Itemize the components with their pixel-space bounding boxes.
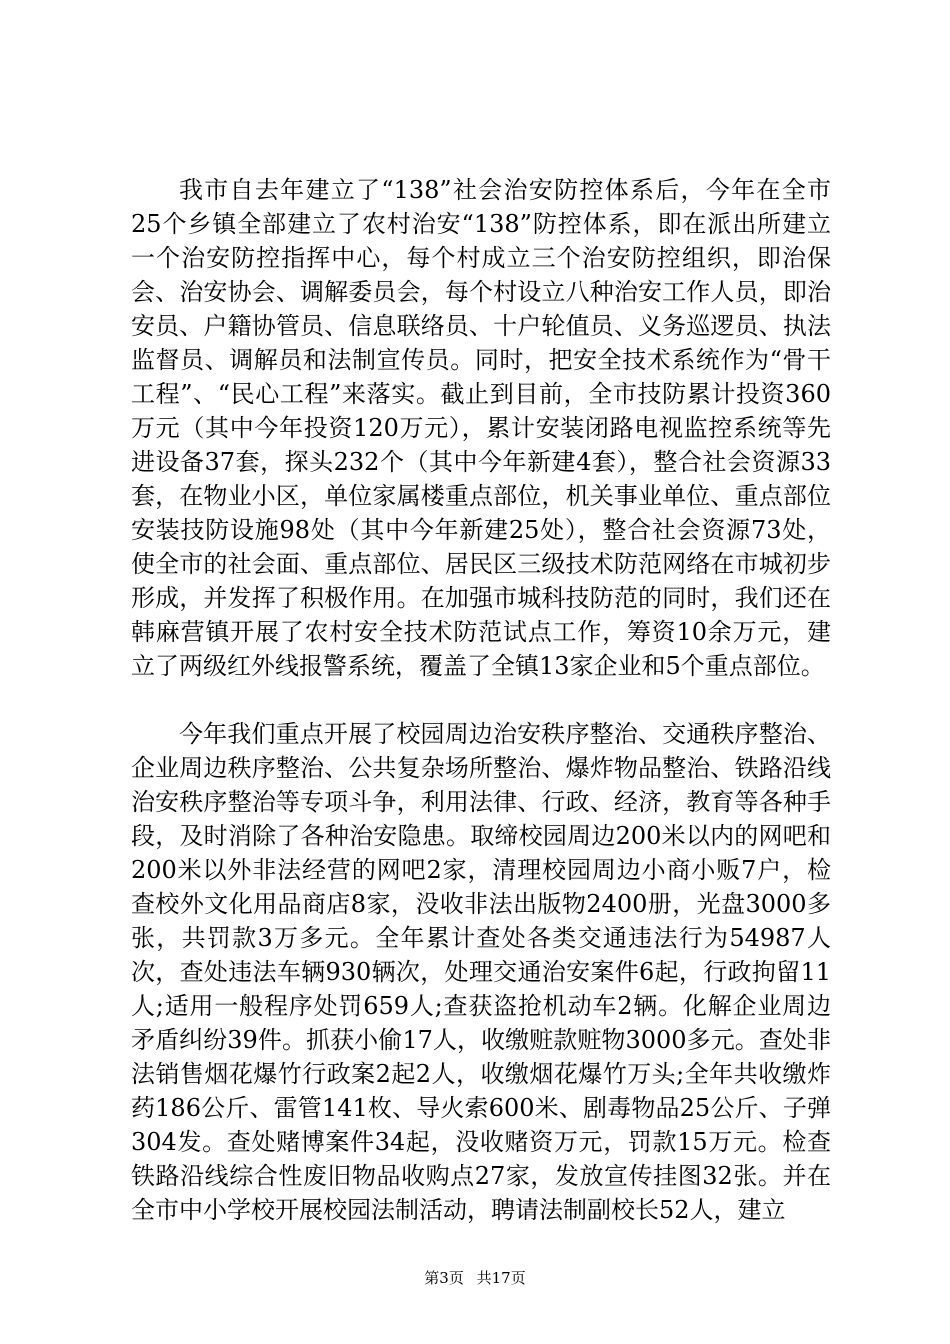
page-total: 共17页: [476, 1269, 526, 1287]
page-number: 第3页: [424, 1269, 464, 1287]
paragraph: 我市自去年建立了“138”社会治安防控体系后，今年在全市25个乡镇全部建立了农村治安“138”防控体系，即在派出所建立一个治安防控指挥中心，每个村成立三个治安防控组织，即治保会、治安协会、调解委员会，每个村设立八种治安工作人员，即治安员、户籍协管员、信息联络员、十户轮值员、义务巡逻员、执法监督员、调解员和法制宣传员。同时，把安全技术系统作为“骨干工程”、“民心工程”来落实。截止到目前，全市技防累计投资360万元（其中今年投资120万元），累计安装闭路电视监控系统等先进设备37套，探头232个（其中今年新建4套），整合社会资源33套，在物业小区，单位家属楼重点部位，机关事业单位、重点部位安装技防设施98处（其中今年新建25处），整合社会资源73处，使全市的社会面、重点部位、居民区三级技术防范网络在市城初步形成，并发挥了积极作用。在加强市城科技防范的同时，我们还在韩麻营镇开展了农村安全技术防范试点工作，筹资10余万元，建立了两级红外线报警系统，覆盖了全镇13家企业和5个重点部位。: [131, 176, 831, 680]
document-body: [131, 173, 831, 1227]
page-footer: [0, 1268, 950, 1288]
paragraph: 今年我们重点开展了校园周边治安秩序整治、交通秩序整治、企业周边秩序整治、公共复杂场所整治、爆炸物品整治、铁路沿线治安秩序整治等专项斗争，利用法律、行政、经济，教育等各种手段，及时消除了各种治安隐患。取缔校园周边200米以内的网吧和200米以外非法经营的网吧2家，清理校园周边小商小贩7户，检查校外文化用品商店8家，没收非法出版物2400册，光盘3000多张，共罚款3万多元。全年累计查处各类交通违法行为54987人次，查处违法车辆930辆次，处理交通治安案件6起，行政拘留11人;适用一般程序处罚659人;查获盗抢机动车2辆。化解企业周边矛盾纠纷39件。抓获小偷17人，收缴赃款赃物3000多元。查处非法销售烟花爆竹行政案2起2人，收缴烟花爆竹万头;全年共收缴炸药186公斤、雷管141枚、导火索600米、剧毒物品25公斤、子弹304发。查处赌博案件34起，没收赌资万元，罚款15万元。检查铁路沿线综合性废旧物品收购点27家，发放宣传挂图32张。并在全市中小学校开展校园法制活动，聘请法制副校长52人，建立: [131, 720, 831, 1224]
